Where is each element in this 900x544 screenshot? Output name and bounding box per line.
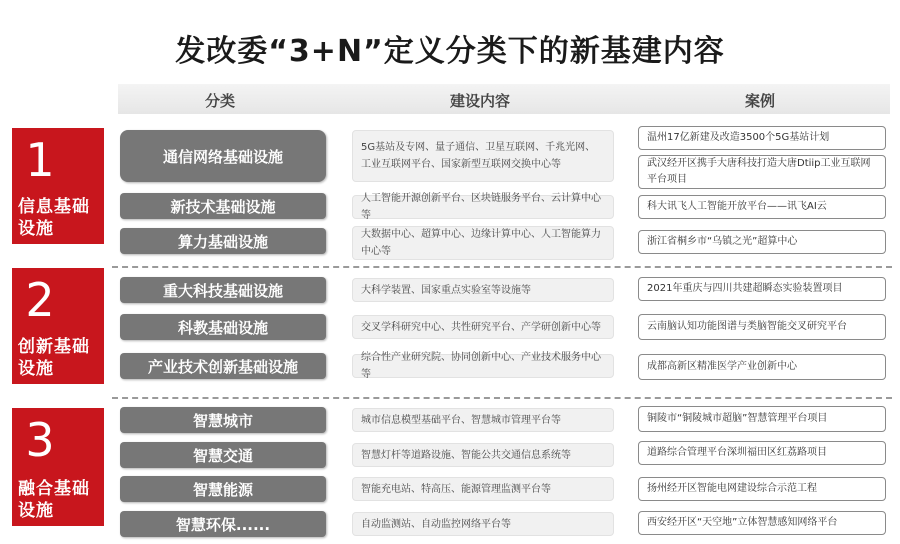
category-computing-power: 算力基础设施 — [120, 228, 326, 254]
page-title: 发改委“3+N”定义分类下的新基建内容 — [175, 34, 725, 69]
case-item: 2021年重庆与四川共建超瞬态实验装置项目 — [638, 277, 886, 301]
category-major-science: 重大科技基础设施 — [120, 277, 326, 303]
content-smart-transport: 智慧灯杆等道路设施、智能公共交通信息系统等 — [352, 443, 614, 467]
category-communication-network: 通信网络基础设施 — [120, 130, 326, 182]
header-cases: 案例 — [744, 92, 775, 110]
category-smart-transport: 智慧交通 — [120, 442, 326, 468]
content-industrial-innovation: 综合性产业研究院、协同创新中心、产业技术服务中心等 — [352, 354, 614, 378]
case-item: 成都高新区精准医学产业创新中心 — [638, 354, 886, 380]
content-science-education: 交叉学科研究中心、共性研究平台、产学研创新中心等 — [352, 315, 614, 339]
content-smart-energy: 智能充电站、特高压、能源管理监测平台等 — [352, 477, 614, 501]
header-content: 建设内容 — [449, 92, 510, 110]
section-divider — [112, 397, 892, 399]
section-innovation-infrastructure — [12, 268, 104, 384]
header-category: 分类 — [204, 92, 235, 110]
category-science-education: 科教基础设施 — [120, 314, 326, 340]
case-item: 云南脑认知功能图谱与类脑智能交叉研究平台 — [638, 314, 886, 340]
category-smart-energy: 智慧能源 — [120, 476, 326, 502]
section-number: 2 — [25, 273, 55, 327]
section-name: 信息基础设施 — [18, 197, 90, 239]
case-item: 科大讯飞人工智能开放平台——讯飞AI云 — [638, 195, 886, 219]
category-new-technology: 新技术基础设施 — [120, 193, 326, 219]
case-item: 铜陵市“铜陵城市超脑”智慧管理平台项目 — [638, 406, 886, 432]
content-communication-network: 5G基站及专网、量子通信、卫星互联网、千兆光网、工业互联网平台、国家新型互联网交换中心等 — [352, 130, 614, 182]
category-smart-city: 智慧城市 — [120, 407, 326, 433]
content-smart-city: 城市信息模型基础平台、智慧城市管理平台等 — [352, 408, 614, 432]
case-item: 道路综合管理平台深圳福田区红荔路项目 — [638, 441, 886, 465]
case-item: 武汉经开区携手大唐科技打造大唐Dtiip工业互联网平台项目 — [638, 155, 886, 189]
content-major-science: 大科学装置、国家重点实验室等设施等 — [352, 278, 614, 302]
category-industrial-innovation: 产业技术创新基础设施 — [120, 353, 326, 379]
content-computing-power: 大数据中心、超算中心、边缘计算中心、人工智能算力中心等 — [352, 226, 614, 260]
section-fusion-infrastructure — [12, 408, 104, 526]
section-number: 1 — [25, 133, 55, 187]
section-name: 创新基础设施 — [18, 337, 90, 379]
section-info-infrastructure — [12, 128, 104, 244]
content-new-technology: 人工智能开源创新平台、区块链服务平台、云计算中心等 — [352, 195, 614, 219]
section-number: 3 — [25, 413, 55, 467]
case-item: 浙江省桐乡市“乌镇之光”超算中心 — [638, 230, 886, 254]
content-smart-environment: 自动监测站、自动监控网络平台等 — [352, 512, 614, 536]
section-divider — [112, 266, 892, 268]
section-name: 融合基础设施 — [18, 479, 90, 521]
case-item: 扬州经开区智能电网建设综合示范工程 — [638, 477, 886, 501]
case-item: 西安经开区“天空地”立体智慧感知网络平台 — [638, 511, 886, 535]
category-smart-environment: 智慧环保...... — [120, 511, 326, 537]
case-item: 温州17亿新建及改造3500个5G基站计划 — [638, 126, 886, 150]
